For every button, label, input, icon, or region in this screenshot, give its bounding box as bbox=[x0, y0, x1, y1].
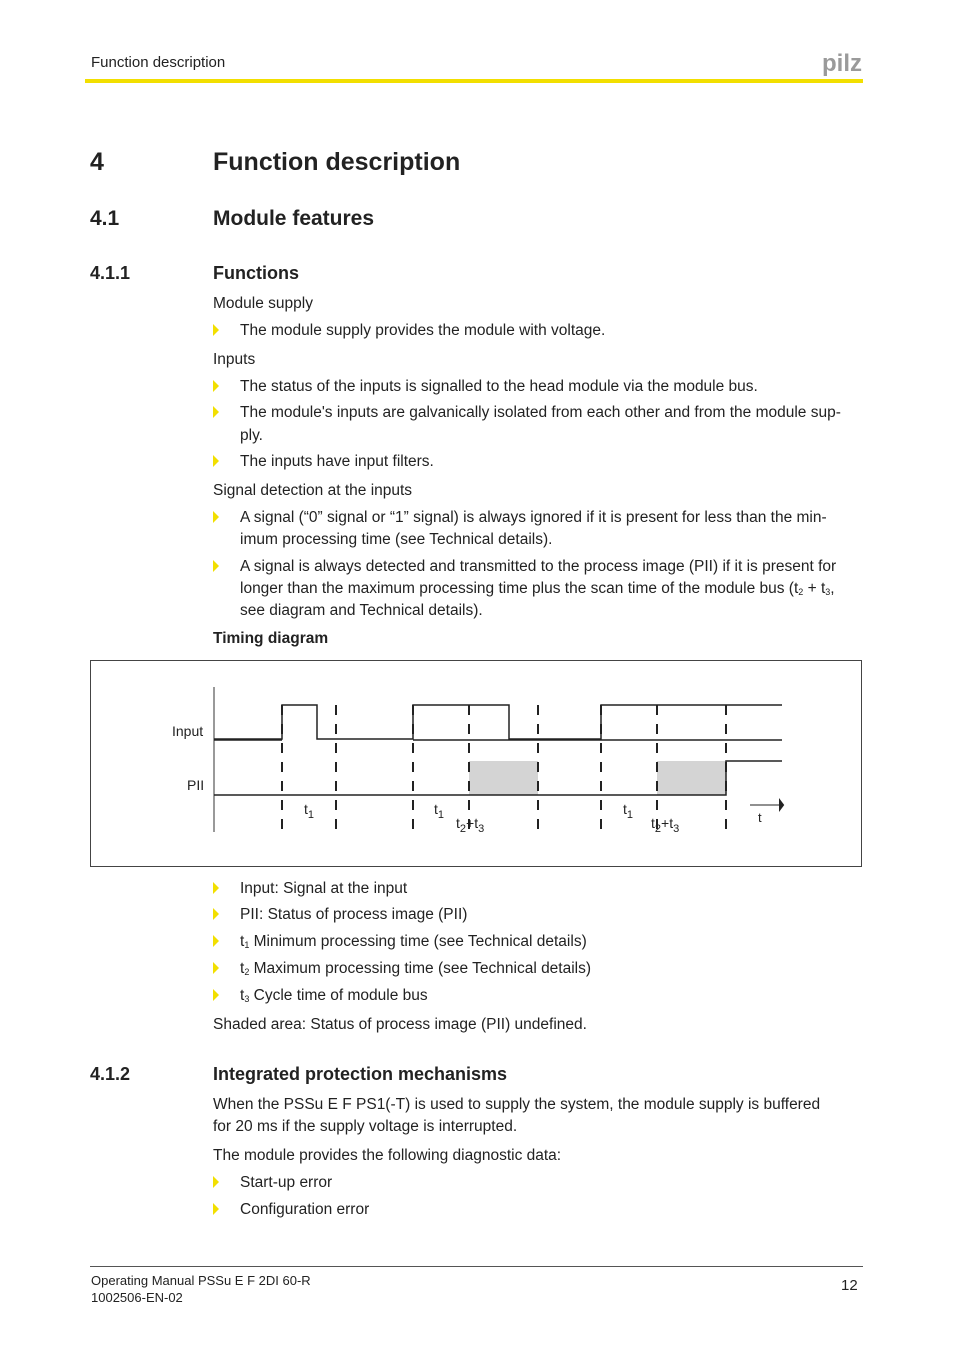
bullet-arrow-icon bbox=[213, 935, 219, 947]
subsection-title: Functions bbox=[213, 263, 299, 283]
paragraph-line: When the PSSu E F PS1(-T) is used to supply the system, the module supply is buffered bbox=[213, 1096, 821, 1113]
footer-document-info bbox=[91, 1272, 311, 1306]
subsection-number: 4.1.2 bbox=[90, 1064, 131, 1084]
bullet-arrow-icon bbox=[213, 455, 219, 467]
inputs-label: Inputs bbox=[213, 351, 256, 368]
t1-label-1: $t_1$ bbox=[304, 801, 315, 821]
paragraph-line: for 20 ms if the supply voltage is interrupted. bbox=[213, 1118, 518, 1135]
bullet-arrow-icon bbox=[213, 1203, 219, 1215]
chapter-title: Function description bbox=[213, 148, 461, 176]
t2-t3-label-1: $t_2+t_3$ bbox=[456, 815, 485, 835]
bullet-arrow-icon bbox=[213, 962, 219, 974]
bullet-arrow-icon bbox=[213, 406, 219, 418]
paragraph: The module provides the following diagnostic data: bbox=[213, 1147, 562, 1164]
page-number: 12 bbox=[841, 1277, 858, 1294]
subsection-title: Integrated protection mechanisms bbox=[213, 1064, 508, 1084]
svg-text:pilz: pilz bbox=[822, 50, 862, 76]
chapter-number: 4 bbox=[90, 148, 104, 176]
bullet-arrow-icon bbox=[213, 1176, 219, 1188]
bullet-arrow-icon bbox=[213, 989, 219, 1001]
t2-t3-label-2: $t_2+t_3$ bbox=[651, 815, 680, 835]
bullet-arrow-icon bbox=[213, 882, 219, 894]
bullet-arrow-icon bbox=[213, 560, 219, 572]
pii-undefined-area-1 bbox=[469, 761, 538, 795]
pii-axis-label: PII bbox=[187, 777, 205, 793]
pii-undefined-area-2 bbox=[657, 761, 726, 795]
input-axis-label: Input bbox=[172, 723, 204, 739]
footer-manual-title: Operating Manual PSSu E F 2DI 60-R bbox=[91, 1273, 311, 1288]
shaded-area-note: Shaded area: Status of process image (PII) undefined. bbox=[213, 1016, 587, 1033]
t1-label-2: $t_1$ bbox=[434, 801, 445, 821]
timing-diagram-label: Timing diagram bbox=[213, 630, 329, 647]
timing-diagram bbox=[90, 660, 862, 867]
time-axis-label: t bbox=[758, 810, 762, 825]
bullet-arrow-icon bbox=[213, 380, 219, 392]
footer-divider bbox=[90, 1266, 863, 1267]
footer-document-number: 1002506-EN-02 bbox=[91, 1290, 183, 1305]
input-signal bbox=[214, 705, 782, 739]
bullet-arrow-icon bbox=[213, 324, 219, 336]
signal-detection-label: Signal detection at the inputs bbox=[213, 482, 413, 499]
bullet-arrow-icon bbox=[213, 511, 219, 523]
bullet-arrow-icon bbox=[213, 908, 219, 920]
section-number: 4.1 bbox=[90, 207, 120, 230]
section-title: Module features bbox=[213, 207, 375, 230]
pilz-logo bbox=[822, 50, 864, 76]
module-supply-label: Module supply bbox=[213, 295, 313, 312]
header-divider bbox=[85, 79, 863, 83]
t1-label-3: $t_1$ bbox=[623, 801, 634, 821]
subsection-number: 4.1.1 bbox=[90, 263, 131, 283]
header-title: Function description bbox=[91, 54, 226, 71]
